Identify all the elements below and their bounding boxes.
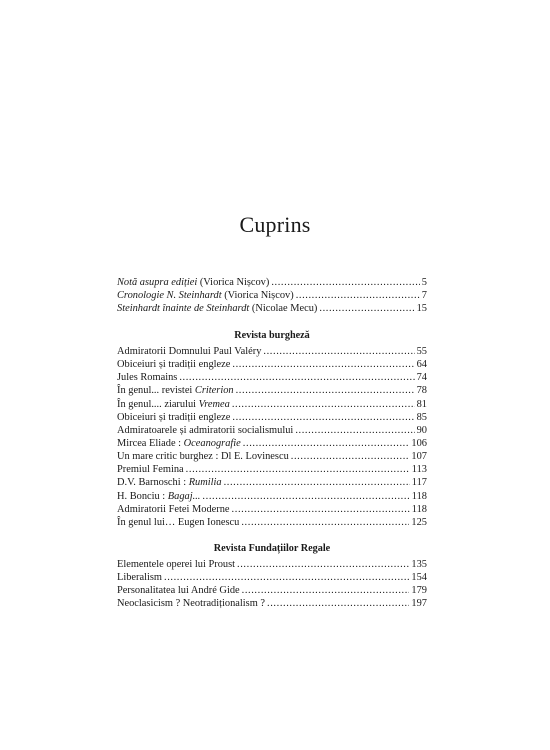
dot-leader xyxy=(243,437,410,450)
toc-entry-page-number: 154 xyxy=(411,572,427,584)
toc-entry-title xyxy=(117,571,162,584)
toc-entry-page-number: 179 xyxy=(411,585,427,597)
toc-entry-title xyxy=(117,276,269,289)
section-list-revista-fundatiilor-regale xyxy=(117,558,427,611)
toc-entry xyxy=(117,597,427,610)
toc-entry-text: Liberalism xyxy=(117,572,163,584)
dot-leader xyxy=(319,302,414,315)
dot-leader xyxy=(295,424,414,437)
toc-entry-title xyxy=(117,384,234,397)
toc-entry xyxy=(117,398,427,411)
toc-entry-text: În genul.... ziarului xyxy=(117,398,199,410)
toc-entry-title xyxy=(117,345,261,358)
toc-entry xyxy=(117,490,427,503)
toc-entry-text: D.V. Barnoschi : xyxy=(117,477,189,489)
toc-entry-text: Admiratorii Fetei Moderne xyxy=(117,503,230,515)
toc-entry xyxy=(117,424,427,437)
toc-entry-italic-text: Criterion xyxy=(194,385,234,397)
dot-leader xyxy=(179,371,414,384)
toc-entry-italic-text: Bagaj... xyxy=(167,490,201,502)
page-title: Cuprins xyxy=(239,212,311,237)
toc-entry-text: Mircea Eliade : xyxy=(117,437,184,449)
toc-entry-page-number: 74 xyxy=(416,372,427,384)
toc-entry-page-number: 64 xyxy=(416,359,427,371)
toc-entry-page-number: 125 xyxy=(411,516,427,528)
toc-entry-page-number: 113 xyxy=(411,464,427,476)
dot-leader xyxy=(237,558,409,571)
toc-entry-page-number: 117 xyxy=(411,477,427,489)
toc-entry xyxy=(117,558,427,571)
toc-entry-text: Admiratorii Domnului Paul Valéry xyxy=(117,346,262,357)
toc-entry-page-number: 15 xyxy=(416,303,427,315)
toc-entry-title xyxy=(117,398,230,411)
toc-entry-title xyxy=(117,424,293,437)
toc-entry-italic-text: Rumilia xyxy=(188,477,222,489)
toc-entry xyxy=(117,276,427,289)
dot-leader xyxy=(164,571,409,584)
toc-entry-text: (Viorica Nișcov) xyxy=(197,277,270,288)
toc-entry-text: Admiratoarele și admiratorii socialismului xyxy=(117,424,294,436)
toc-entry xyxy=(117,289,427,302)
toc-entry-text: Obiceiuri și tradiții engleze xyxy=(117,411,231,423)
toc-entry-text: Obiceiuri și tradiții engleze xyxy=(117,359,231,371)
toc-entry-page-number: 197 xyxy=(411,598,427,610)
toc-entry-page-number: 135 xyxy=(411,559,427,570)
toc-entry xyxy=(117,371,427,384)
toc-entry-page-number: 90 xyxy=(416,424,427,436)
toc-entry xyxy=(117,503,427,516)
toc-entry-page-number: 78 xyxy=(416,385,427,397)
toc-entry xyxy=(117,450,427,463)
dot-leader xyxy=(296,289,420,302)
toc-entry-title xyxy=(117,289,294,302)
toc-entry xyxy=(117,345,427,358)
dot-leader xyxy=(186,463,410,476)
toc-entry-title xyxy=(117,371,177,384)
toc-entry-title xyxy=(117,463,184,476)
dot-leader xyxy=(267,597,409,610)
toc-entry-title xyxy=(117,411,230,424)
toc-entry xyxy=(117,571,427,584)
section-list-revista-burgheza xyxy=(117,345,427,529)
section-heading-revista-fundatiilor-regale: Revista Fundațiilor Regale xyxy=(213,543,331,554)
toc-entry-page-number: 81 xyxy=(416,398,427,410)
dot-leader xyxy=(232,398,415,411)
toc-entry xyxy=(117,384,427,397)
dot-leader xyxy=(232,358,414,371)
toc-entry xyxy=(117,584,427,597)
dot-leader xyxy=(202,490,409,503)
toc-entry-text: În genul lui… Eugen Ionescu xyxy=(117,516,240,528)
toc-entry-italic-text: Oceanografie xyxy=(183,437,241,449)
toc-entry-text: Neoclasicism ? Neotradiționalism ? xyxy=(117,598,266,610)
toc-entry-text: În genul... revistei xyxy=(117,385,195,397)
toc-entry xyxy=(117,476,427,489)
dot-leader xyxy=(271,276,419,289)
toc-entry xyxy=(117,302,427,315)
dot-leader xyxy=(242,584,410,597)
toc-entry-text: H. Bonciu : xyxy=(117,490,168,502)
dot-leader xyxy=(291,450,410,463)
toc-entry-title xyxy=(117,450,289,463)
toc-entry-page-number: 5 xyxy=(421,277,427,288)
toc-entry xyxy=(117,411,427,424)
section-heading-revista-burgheza: Revista burgheză xyxy=(234,330,310,341)
dot-leader xyxy=(232,503,410,516)
toc-entry-text: (Viorica Nișcov) xyxy=(221,290,294,302)
toc-entry-page-number: 85 xyxy=(416,411,427,423)
toc-entry-text: Premiul Femina xyxy=(117,464,184,476)
toc-entry-italic-text: Notă asupra ediției xyxy=(117,277,198,288)
toc-entry-title xyxy=(117,476,222,489)
dot-leader xyxy=(263,345,414,358)
dot-leader xyxy=(241,516,409,529)
toc-entry-title xyxy=(117,437,241,450)
toc-entry-italic-text: Cronologie N. Steinhardt xyxy=(117,290,222,302)
dot-leader xyxy=(224,476,410,489)
toc-entry xyxy=(117,516,427,529)
toc-entry-title xyxy=(117,584,240,597)
toc-entry xyxy=(117,358,427,371)
toc-entry-italic-text: Steinhardt înainte de Steinhardt xyxy=(117,303,250,315)
toc-entry-title xyxy=(117,597,265,610)
toc-entry-text: Personalitatea lui André Gide xyxy=(117,585,240,597)
front-matter-list xyxy=(117,276,427,315)
toc-entry-page-number: 118 xyxy=(411,503,427,515)
toc-entry-page-number: 118 xyxy=(411,490,427,502)
toc-entry-title xyxy=(117,558,235,571)
toc-entry xyxy=(117,463,427,476)
toc-entry-title xyxy=(117,503,230,516)
toc-entry-page-number: 107 xyxy=(411,451,427,463)
toc-entry-title xyxy=(117,490,200,503)
toc-entry-text: Jules Romains xyxy=(117,372,178,384)
toc-entry-title xyxy=(117,302,317,315)
dot-leader xyxy=(232,411,414,424)
toc-entry-page-number: 55 xyxy=(416,346,427,357)
toc-entry-title xyxy=(117,516,239,529)
toc-entry xyxy=(117,437,427,450)
toc-entry-page-number: 7 xyxy=(421,290,427,302)
toc-entry-title xyxy=(117,358,230,371)
dot-leader xyxy=(236,384,415,397)
toc-entry-text: Elementele operei lui Proust xyxy=(117,559,236,570)
toc-entry-italic-text: Vremea xyxy=(198,398,230,410)
toc-entry-page-number: 106 xyxy=(411,437,427,449)
toc-entry-text: Un mare critic burghez : Dl E. Lovinescu xyxy=(117,451,289,463)
toc-entry-text: (Nicolae Mecu) xyxy=(249,303,318,315)
